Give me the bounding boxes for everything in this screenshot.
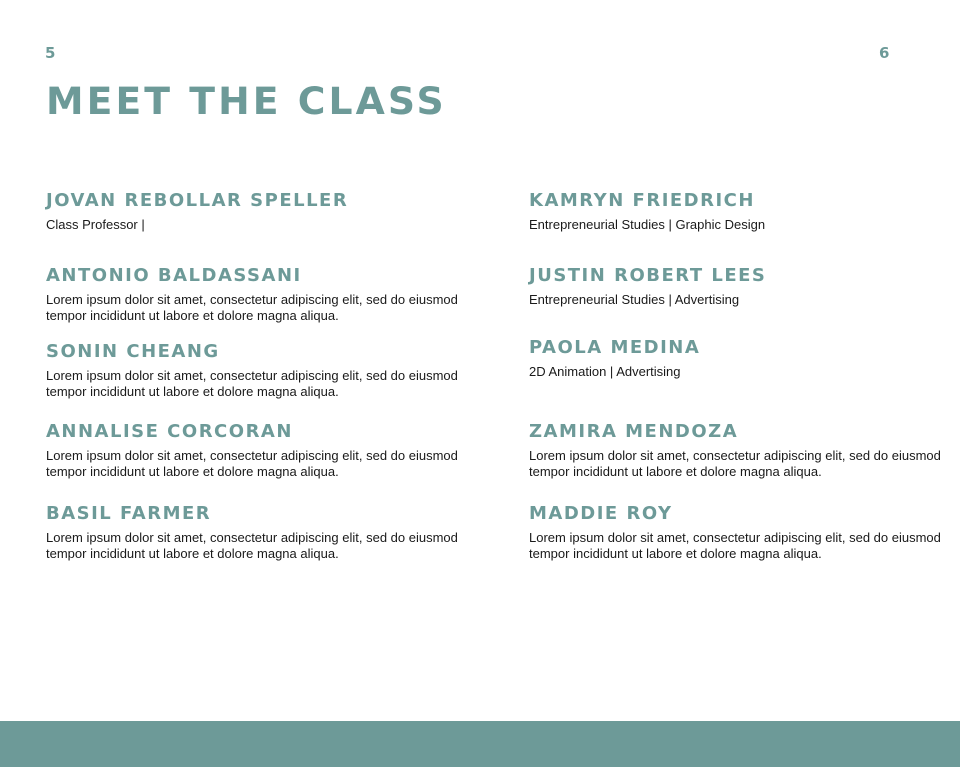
member-description: Lorem ipsum dolor sit amet, consectetur adipiscing elit, sed do eiusmod tempor incididunt ut labore et dolore magna aliqua. bbox=[46, 529, 458, 561]
class-member-entry bbox=[46, 265, 466, 324]
class-member-entry bbox=[529, 265, 949, 308]
class-member-entry bbox=[529, 503, 949, 562]
page-number-right: 6 bbox=[879, 44, 891, 62]
member-description: Lorem ipsum dolor sit amet, consectetur adipiscing elit, sed do eiusmod tempor incididunt ut labore et dolore magna aliqua. bbox=[529, 529, 941, 561]
member-name: KAMRYN FRIEDRICH bbox=[529, 190, 755, 211]
member-description: 2D Animation | Advertising bbox=[529, 363, 681, 379]
class-member-entry bbox=[46, 190, 466, 233]
class-member-entry bbox=[529, 421, 949, 480]
member-description: Entrepreneurial Studies | Graphic Design bbox=[529, 216, 766, 232]
class-member-entry bbox=[46, 341, 466, 400]
member-name: PAOLA MEDINA bbox=[529, 337, 701, 358]
page-title: MEET THE CLASS bbox=[46, 80, 447, 123]
footer-band bbox=[0, 721, 960, 767]
member-name: MADDIE ROY bbox=[529, 503, 673, 524]
member-description: Lorem ipsum dolor sit amet, consectetur adipiscing elit, sed do eiusmod tempor incididunt ut labore et dolore magna aliqua. bbox=[46, 291, 458, 323]
member-name: ANTONIO BALDASSANI bbox=[46, 265, 302, 286]
member-name: BASIL FARMER bbox=[46, 503, 212, 524]
page-number-left: 5 bbox=[45, 44, 57, 62]
member-description: Class Professor | bbox=[46, 216, 145, 232]
member-description: Lorem ipsum dolor sit amet, consectetur adipiscing elit, sed do eiusmod tempor incididunt ut labore et dolore magna aliqua. bbox=[529, 447, 941, 479]
member-name: SONIN CHEANG bbox=[46, 341, 220, 362]
class-member-entry bbox=[46, 421, 466, 480]
member-name: JOVAN REBOLLAR SPELLER bbox=[46, 190, 349, 211]
member-name: ANNALISE CORCORAN bbox=[46, 421, 293, 442]
member-description: Lorem ipsum dolor sit amet, consectetur adipiscing elit, sed do eiusmod tempor incididunt ut labore et dolore magna aliqua. bbox=[46, 447, 458, 479]
class-member-entry bbox=[529, 190, 949, 233]
member-description: Lorem ipsum dolor sit amet, consectetur adipiscing elit, sed do eiusmod tempor incididunt ut labore et dolore magna aliqua. bbox=[46, 367, 458, 399]
member-description: Entrepreneurial Studies | Advertising bbox=[529, 291, 740, 307]
member-name: JUSTIN ROBERT LEES bbox=[529, 265, 767, 286]
member-name: ZAMIRA MENDOZA bbox=[529, 421, 739, 442]
class-member-entry bbox=[46, 503, 466, 562]
class-member-entry bbox=[529, 337, 949, 380]
